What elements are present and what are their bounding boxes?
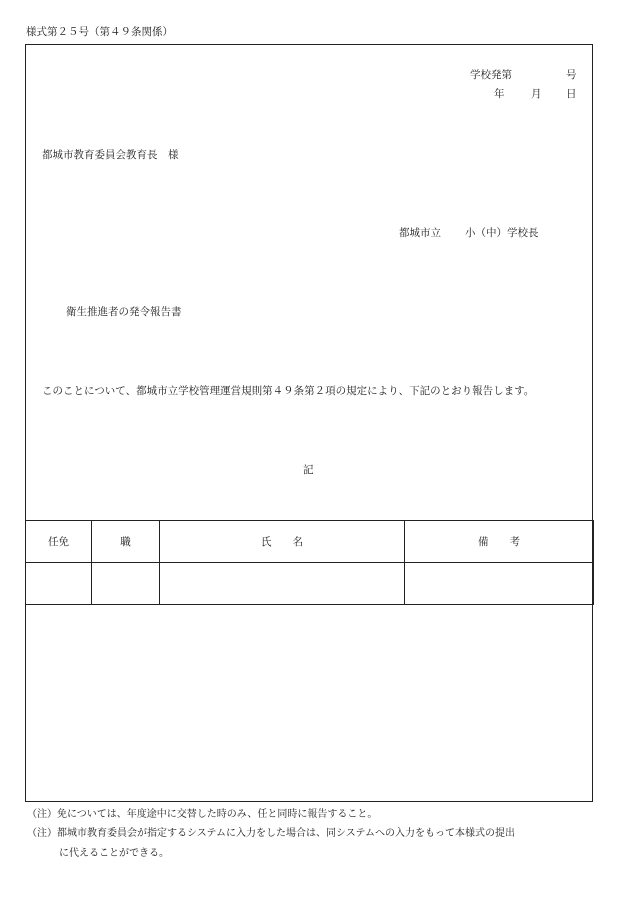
cell-shimei[interactable] — [160, 563, 405, 605]
header-shoku: 職 — [92, 521, 160, 563]
note-1: （注）免については、年度途中に交替した時のみ、任と同時に報告すること。 — [27, 809, 378, 820]
date-month: 月 — [531, 88, 542, 100]
cell-bikou[interactable] — [405, 563, 594, 605]
sender-school: 小（中）学校長 — [465, 227, 539, 239]
addressee: 都城市教育委員会教育長 様 — [42, 149, 179, 161]
sender-city: 都城市立 — [399, 227, 441, 239]
subject-title: 衛生推進者の発令報告書 — [66, 306, 182, 318]
date-day: 日 — [566, 88, 577, 100]
header-shimei: 氏 名 — [160, 521, 405, 563]
appointment-table — [25, 520, 594, 605]
cell-shoku[interactable] — [92, 563, 160, 605]
cell-ninmen[interactable] — [26, 563, 92, 605]
body-text: このことについて、都城市立学校管理運営規則第４９条第２項の規定により、下記のとおり報告します。 — [42, 385, 535, 397]
doc-number-suffix: 号 — [566, 69, 577, 81]
note-2-continued: に代えることができる。 — [59, 848, 169, 859]
table-header-row — [26, 521, 594, 563]
doc-number-prefix: 学校発第 — [470, 69, 512, 81]
table-row — [26, 563, 594, 605]
header-bikou: 備 考 — [405, 521, 594, 563]
note-2: （注）都城市教育委員会が指定するシステムに入力をした場合は、同システムへの入力をもって本様式の提出 — [27, 828, 515, 839]
ki-heading: 記 — [303, 464, 314, 476]
date-year: 年 — [494, 88, 505, 100]
header-ninmen: 任免 — [26, 521, 92, 563]
form-label: 様式第２５号（第４９条関係） — [26, 26, 173, 38]
